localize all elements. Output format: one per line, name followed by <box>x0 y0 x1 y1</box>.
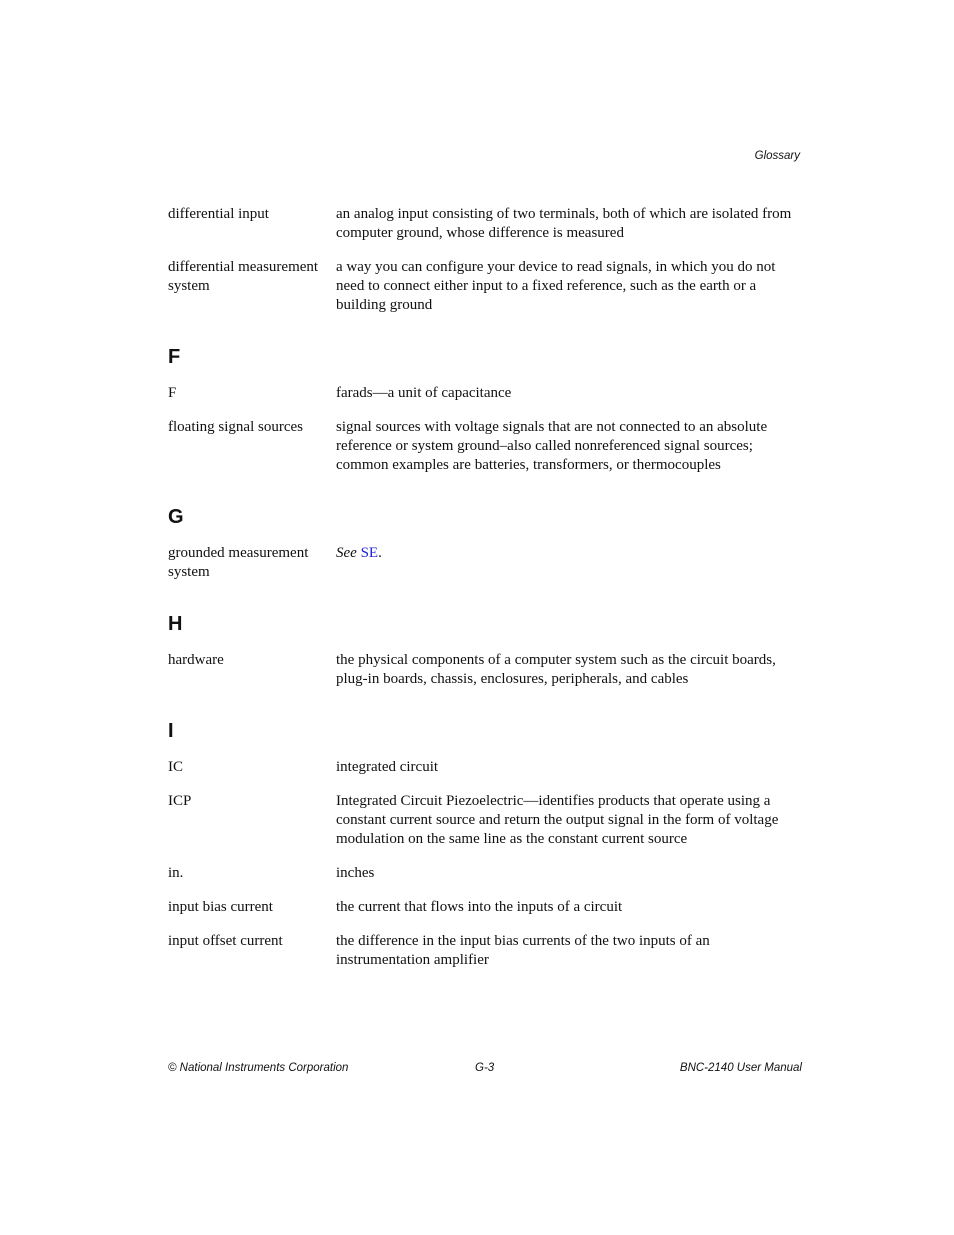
glossary-term: F <box>168 385 177 401</box>
glossary-term: input offset current <box>168 933 283 949</box>
glossary-entry-grounded-measurement-system <box>168 544 802 582</box>
running-header: Glossary <box>754 150 800 162</box>
glossary-term: differential input <box>168 206 269 222</box>
glossary-entry-floating-signal-sources <box>168 418 802 475</box>
section-heading-i: I <box>168 720 174 742</box>
see-label: See <box>336 545 357 561</box>
glossary-definition: the current that flows into the inputs of a circuit <box>336 899 623 915</box>
glossary-definition: inches <box>336 865 375 881</box>
glossary-term: in. <box>168 865 184 881</box>
page-number: G-3 <box>475 1062 495 1074</box>
glossary-definition: Integrated Circuit Piezoelectric—identifies products that operate using a constant current source and return the output signal in the form of voltage modulation on the same line as the constant current source <box>336 793 779 847</box>
glossary-definition: the physical components of a computer system such as the circuit boards, plug-in boards, chassis, enclosures, peripherals, and cables <box>336 652 776 687</box>
glossary-entry-icp <box>168 792 802 849</box>
glossary-entry-hardware <box>168 651 802 689</box>
section-heading-g: G <box>168 506 184 528</box>
glossary-term: ICP <box>168 793 192 809</box>
footer-manual-title: BNC-2140 User Manual <box>679 1062 802 1074</box>
glossary-term: IC <box>168 759 183 775</box>
glossary-term: input bias current <box>168 899 273 915</box>
glossary-term: hardware <box>168 652 224 668</box>
glossary-term: grounded measurement system <box>168 545 309 580</box>
glossary-term: differential measurement system <box>168 259 319 294</box>
glossary-definition <box>336 544 802 582</box>
glossary-definition: an analog input consisting of two terminals, both of which are isolated from computer ground, whose difference is measured <box>336 206 792 241</box>
see-end: . <box>378 545 382 561</box>
glossary-entry-differential-measurement-system <box>168 258 802 315</box>
glossary-definition: a way you can configure your device to read signals, in which you do not need to connect either input to a fixed reference, such as the earth or a building ground <box>336 259 776 313</box>
glossary-definition: farads—a unit of capacitance <box>336 385 512 401</box>
glossary-entry-ic <box>168 758 802 777</box>
section-heading-h: H <box>168 613 183 635</box>
page-footer <box>168 1062 802 1078</box>
glossary-definition: signal sources with voltage signals that are not connected to an absolute reference or system ground–also called nonreferenced signal sources; common examples are batteries, transformers, or thermocouples <box>336 419 768 473</box>
section-heading-f: F <box>168 346 181 368</box>
glossary-definition: the difference in the input bias currents of the two inputs of an instrumentation amplifier <box>336 933 710 968</box>
glossary-content <box>168 205 802 970</box>
glossary-entry-f <box>168 384 802 403</box>
glossary-definition: integrated circuit <box>336 759 439 775</box>
se-cross-reference-link[interactable]: SE <box>360 545 379 561</box>
glossary-entry-in <box>168 864 802 883</box>
glossary-entry-input-bias-current <box>168 898 802 917</box>
glossary-entry-differential-input <box>168 205 802 243</box>
footer-copyright: © National Instruments Corporation <box>168 1062 349 1074</box>
glossary-term: floating signal sources <box>168 419 303 435</box>
glossary-entry-input-offset-current <box>168 932 802 970</box>
